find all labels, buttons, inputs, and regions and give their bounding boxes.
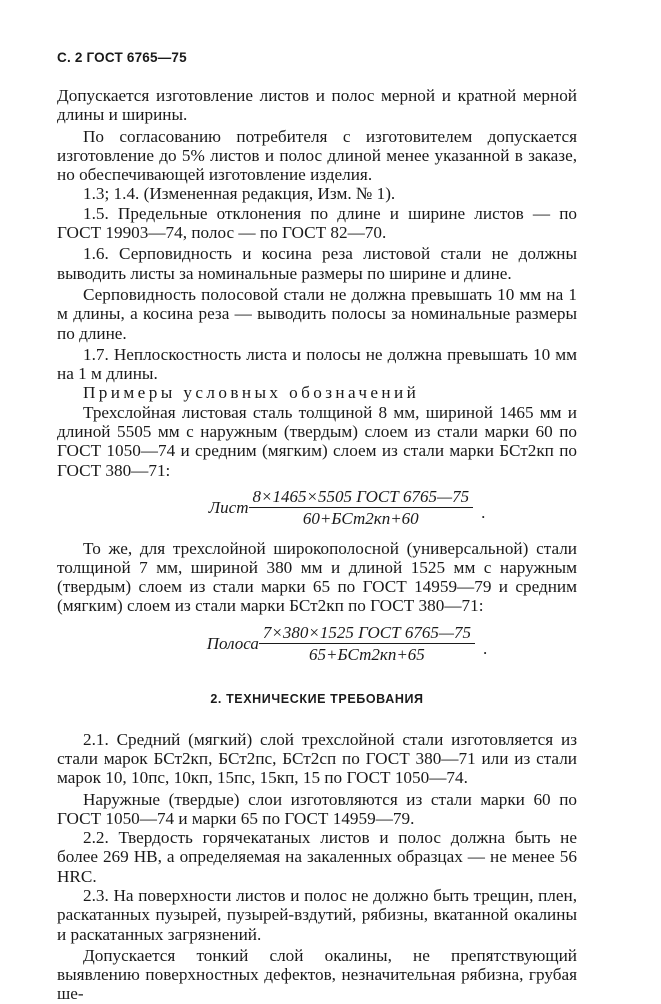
page-header: С. 2 ГОСТ 6765—75 xyxy=(57,50,187,65)
paragraph: Трехслойная листовая сталь толщиной 8 мм, шириной 1465 мм и длиной 5505 мм с наружным (твердым) слоем из стали марки 60 по ГОСТ 1050—74 и средним (мягким) слоем из стали марки БСт2кп по ГОСТ 380—71: xyxy=(57,402,577,480)
examples-heading: Примеры условных обозначений xyxy=(83,383,420,403)
fraction xyxy=(259,623,475,665)
paragraph: По согласованию потребителя с изготовителем допускается изготовление до 5% листов и полос длиной менее указанной в заказе, но обеспечивающей изготовление изделия. xyxy=(57,126,577,185)
fraction xyxy=(249,487,474,529)
amendment-note: 1.3; 1.4. (Измененная редакция, Изм. № 1). xyxy=(83,184,396,204)
clause-2-3: 2.3. На поверхности листов и полос не должно быть трещин, плен, раскатанных пузырей, пузырей-вздутий, рябизны, вкатанной окалины и раскатанных загрязнений. xyxy=(57,885,577,944)
formula-period: . xyxy=(482,638,488,658)
fraction-numerator: 7×380×1525 ГОСТ 6765—75 xyxy=(259,623,475,644)
formula-prefix: Полоса xyxy=(206,633,259,653)
section-title: 2. ТЕХНИЧЕСКИЕ ТРЕБОВАНИЯ xyxy=(210,692,424,707)
formula-strip xyxy=(57,623,577,665)
paragraph: Допускается тонкий слой окалины, не препятствующий выявлению поверхностных дефектов, незначительная рябизна, грубая ше- xyxy=(57,945,577,1004)
clause-1-7: 1.7. Неплоскостность листа и полосы не должна превышать 10 мм на 1 м длины. xyxy=(57,344,577,384)
clause-2-2: 2.2. Твердость горячекатаных листов и полос должна быть не более 269 HB, а определяемая на закаленных образцах — не менее 56 HRC. xyxy=(57,828,577,886)
formula-prefix: Лист xyxy=(208,498,249,518)
paragraph: Допускается изготовление листов и полос мерной и кратной мерной длины и ширины. xyxy=(57,86,577,125)
paragraph: Серповидность полосовой стали не должна превышать 10 мм на 1 м длины, а косина реза — выводить полосы за номинальные размеры по длине. xyxy=(57,284,577,343)
paragraph: То же, для трехслойной широкополосной (универсальной) стали толщиной 7 мм, шириной 380 мм и длиной 1525 мм с наружным (твердым) слоем из стали марки 65 по ГОСТ 14959—79 и средним (мягким) слоем из стали марки БСт2кп по ГОСТ 380—71: xyxy=(57,538,577,616)
fraction-numerator: 8×1465×5505 ГОСТ 6765—75 xyxy=(249,487,474,508)
paragraph: Наружные (твердые) слои изготовляются из стали марки 60 по ГОСТ 1050—74 и марки 65 по ГОСТ 14959—79. xyxy=(57,789,577,828)
document-body xyxy=(57,86,577,1004)
clause-2-1: 2.1. Средний (мягкий) слой трехслойной стали изготовляется из стали марок БСт2кп, БСт2пс, БСт2сп по ГОСТ 380—71 или из стали марок 10, 10пс, 10кп, 15пс, 15кп, 15 по ГОСТ 1050—74. xyxy=(57,729,577,788)
clause-1-6: 1.6. Серповидность и косина реза листовой стали не должны выводить листы за номинальные размеры по ширине и длине. xyxy=(57,244,577,283)
formula-sheet xyxy=(57,487,577,529)
formula-period: . xyxy=(481,503,486,523)
fraction-denominator: 60+БСт2кп+60 xyxy=(302,509,419,529)
clause-1-5: 1.5. Предельные отклонения по длине и ширине листов — по ГОСТ 19903—74, полос — по ГОСТ 82—70. xyxy=(57,203,577,243)
fraction-denominator: 65+БСт2кп+65 xyxy=(309,645,425,665)
